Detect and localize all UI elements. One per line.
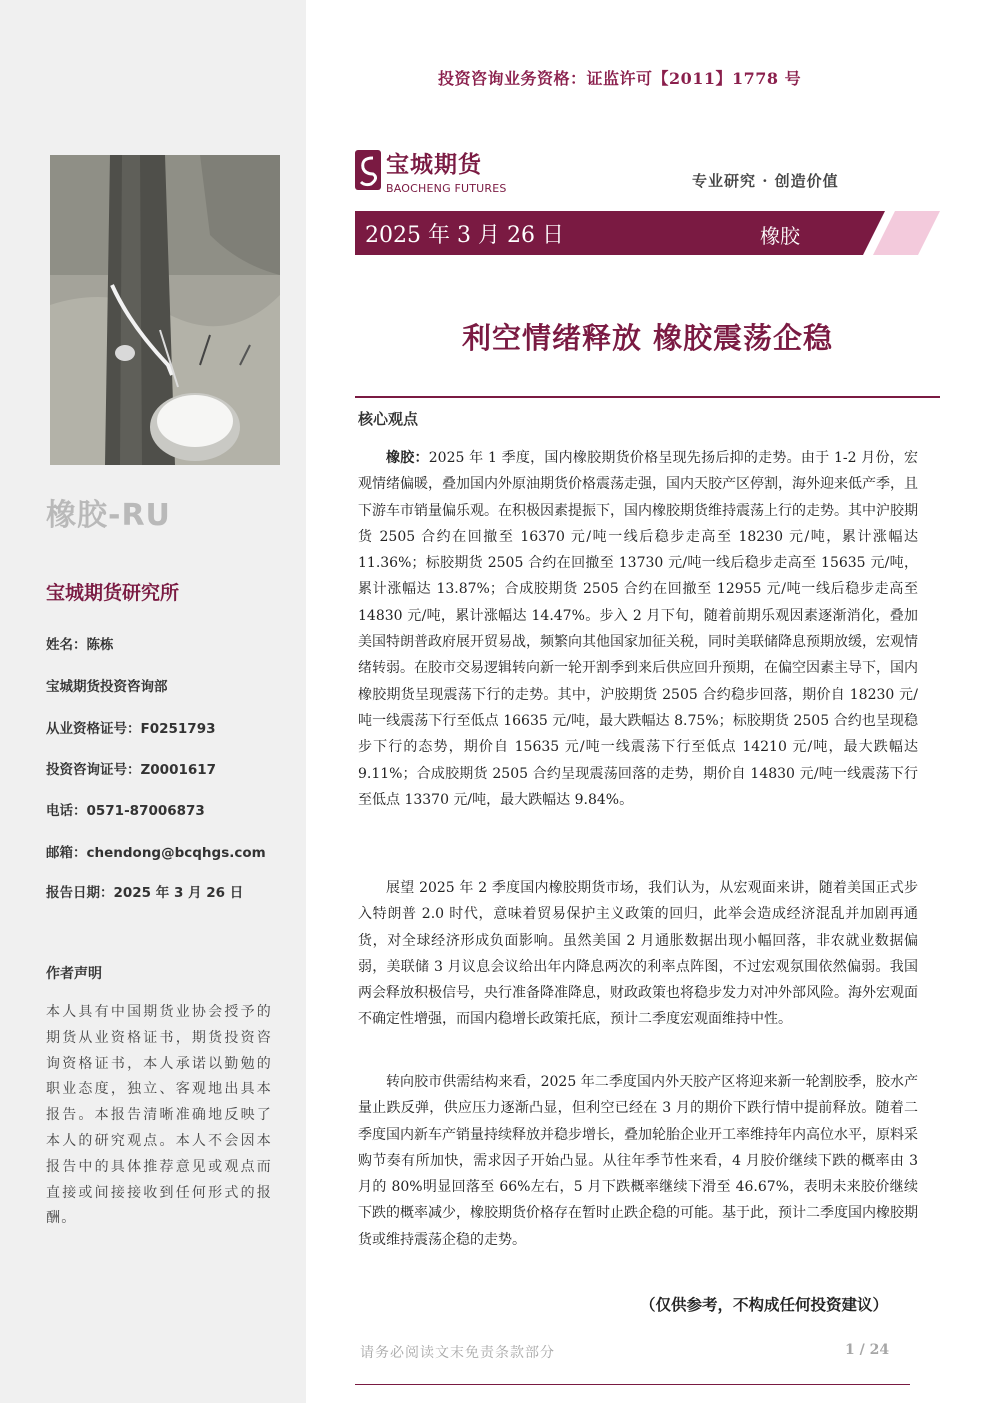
- paragraph-3-text: 转向胶市供需结构来看，2025 年二季度国内外天胶产区将迎来新一轮割胶季，胶水产量止跌反弹，供应压力逐渐凸显，但利空已经在 3 月的期价下跌行情中提前释放。随着二季度国内新车产销量持续释放并稳步增长，叠加轮胎企业开工率维持年内高位水平，原料采购节奏有所加快，需求因子开始凸显。从往年季节性来看，4 月胶价继续下跌的概率由 3 月的 80%明显回落至 66%左右，5 月下跌概率继续下滑至 46.67%，表明未来胶价继续下跌的概率减少，橡胶期货价格存在暂时止跌企稳的可能。基于此，预计二季度国内橡胶期货或维持震荡企稳的走势。: [358, 1074, 918, 1248]
- qualification-row: [46, 717, 215, 737]
- department-row: [46, 675, 168, 695]
- footer-note: 请务必阅读文末免责条款部分: [360, 1345, 555, 1361]
- paragraph-1: [358, 445, 918, 813]
- paragraph-2: [358, 875, 918, 1033]
- page-number: 1 / 24: [845, 1342, 890, 1358]
- paragraph-3: [358, 1069, 918, 1253]
- qualification-label: 从业资格证号：: [46, 721, 141, 737]
- department-value: 宝城期货投资咨询部: [46, 679, 168, 695]
- core-view-heading: 核心观点: [358, 410, 419, 428]
- category-banner: 橡胶: [760, 224, 800, 248]
- sidebar: [0, 0, 306, 1403]
- slogan: 专业研究 · 创造价值: [692, 172, 839, 190]
- author-name-label: 姓名：: [46, 637, 87, 653]
- phone-label: 电话：: [46, 803, 87, 819]
- license-text: 投资咨询业务资格：证监许可【2011】1778 号: [438, 69, 802, 88]
- declaration-text: 本人具有中国期货业协会授予的期货从业资格证书，期货投资咨询资格证书，本人承诺以勤勉的职业态度，独立、客观地出具本报告。本报告清晰准确地反映了本人的研究观点。本人不会因本报告中的具体推荐意见或观点而直接或间接接收到任何形式的报酬。: [46, 1004, 272, 1227]
- paragraph-1-text: 2025 年 1 季度，国内橡胶期货价格呈现先扬后抑的走势。由于 1-2 月份，宏观情绪偏暖，叠加国内外原油期货价格震荡走强，国内天胶产区停割，海外迎来低产季，且下游车市销量偏乐观。在积极因素提振下，国内橡胶期货维持震荡上行的走势。其中沪胶期货 2505 合约在回撤至 16370 元/吨一线后稳步走高至 18230 元/吨，累计涨幅达 11.36%；标胶期货 2505 合约在回撤至 13730 元/吨一线后稳步走高至 15635 元/吨，累计涨幅达 13.87%；合成胶期货 2505 合约在回撤至 12955 元/吨一线后稳步走高至 14830 元/吨，累计涨幅达 14.47%。步入 2 月下旬，随着前期乐观因素逐渐消化，叠加美国特朗普政府展开贸易战，频繁向其他国家加征关税，同时美联储降息预期放缓，宏观情绪转弱。在胶市交易逻辑转向新一轮开割季到来后供应回升预期，在偏空因素主导下，国内橡胶期货呈现震荡下行的走势。其中，沪胶期货 2505 合约稳步回落，期价自 18230 元/吨一线震荡下行至低点 16635 元/吨，最大跌幅达 8.75%；标胶期货 2505 合约也呈现稳步下行的态势，期价自 15635 元/吨一线震荡下行至低点 14210 元/吨，最大跌幅达 9.11%；合成胶期货 2505 合约呈现震荡回落的走势，期价自 14830 元/吨一线震荡下行至低点 13370 元/吨，最大跌幅达 9.84%。: [358, 450, 918, 808]
- phone-row: [46, 799, 205, 819]
- logo-english-name: BAOCHENG FUTURES: [386, 182, 507, 195]
- consult-cert-value: Z0001617: [140, 762, 217, 778]
- report-date-label: 报告日期：: [46, 885, 114, 901]
- title-divider: [355, 396, 940, 398]
- footer-divider: [355, 1384, 910, 1385]
- consult-cert-label: 投资咨询证号：: [46, 762, 141, 778]
- email-label: 邮箱：: [46, 845, 87, 861]
- product-code-title: 橡胶-RU: [46, 498, 171, 533]
- declaration-heading: 作者声明: [46, 966, 102, 982]
- consult-cert-row: [46, 758, 216, 778]
- author-name-value: 陈栋: [86, 637, 114, 653]
- qualification-value: F0251793: [140, 721, 216, 737]
- rubber-tapping-image: [50, 155, 280, 465]
- email-row: [46, 841, 266, 861]
- rubber-tree-photo: [50, 155, 280, 465]
- report-date-row: [46, 881, 243, 901]
- logo-chinese-name: 宝城期货: [386, 151, 482, 178]
- report-date-banner: 2025 年 3 月 26 日: [365, 223, 564, 248]
- report-title: 利空情绪释放 橡胶震荡企稳: [461, 321, 834, 355]
- institute-name: 宝城期货研究所: [46, 582, 180, 604]
- report-date-value: 2025 年 3 月 26 日: [113, 885, 244, 901]
- phone-value: 0571-87006873: [86, 803, 205, 819]
- email-link[interactable]: chendong@bcqhgs.com: [86, 845, 266, 861]
- author-name-row: [46, 633, 114, 653]
- disclaimer: （仅供参考，不构成任何投资建议）: [640, 1296, 889, 1314]
- lead-label: 橡胶：: [386, 450, 429, 466]
- paragraph-2-text: 展望 2025 年 2 季度国内橡胶期货市场，我们认为，从宏观面来讲，随着美国正式步入特朗普 2.0 时代，意味着贸易保护主义政策的回归，此举会造成经济混乱并加剧再通货，对全球经济形成负面影响。虽然美国 2 月通胀数据出现小幅回落，非农就业数据偏弱，美联储 3 月议息会议给出年内降息两次的利率点阵图，不过宏观氛围依然偏弱。我国两会释放积极信号，央行准备降准降息，财政政策也将稳步发力对冲外部风险。海外宏观面不确定性增强，而国内稳增长政策托底，预计二季度宏观面维持中性。: [358, 880, 918, 1028]
